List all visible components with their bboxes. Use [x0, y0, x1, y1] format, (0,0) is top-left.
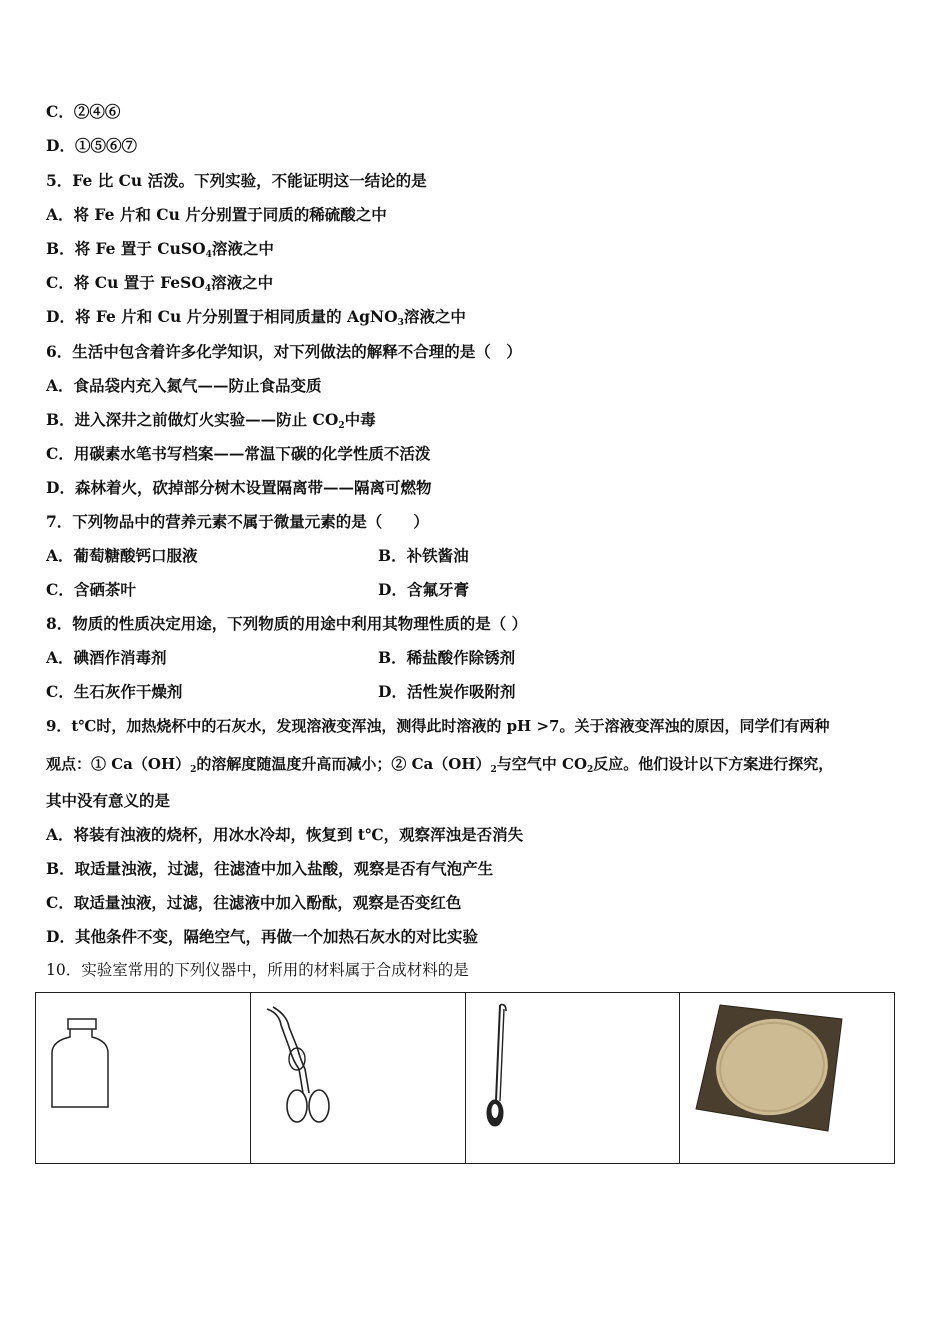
crucible-tongs-icon — [259, 1003, 339, 1133]
question-5: 5．Fe 比 Cu 活泼。下列实验，不能证明这一结论的是 — [46, 171, 427, 190]
q6-option-d: D．森林着火，砍掉部分树木设置隔离带——隔离可燃物 — [46, 478, 432, 497]
q9-t3: 与空气中 CO — [496, 755, 588, 773]
sub-2: 2 — [338, 421, 345, 431]
instrument-table — [35, 992, 895, 1164]
sub-4: 4 — [205, 250, 212, 260]
q6-option-a: A．食品袋内充入氮气——防止食品变质 — [46, 376, 322, 395]
line-c-q4: C．②④⑥ — [46, 102, 121, 121]
question-8: 8．物质的性质决定用途，下列物质的用途中利用其物理性质的是（ ） — [46, 614, 528, 633]
q8-option-d: D．活性炭作吸附剂 — [378, 682, 516, 701]
question-9-line3: 其中没有意义的是 — [46, 791, 171, 810]
asbestos-mesh-icon — [690, 1001, 850, 1136]
q7-option-b: B．补铁酱油 — [378, 546, 469, 565]
q8-option-b: B．稀盐酸作除锈剂 — [378, 648, 516, 667]
sub-2: 2 — [587, 765, 594, 775]
q5-c-text: C．将 Cu 置于 FeSO — [46, 273, 205, 292]
q7-option-c: C．含硒茶叶 — [46, 580, 136, 599]
line-d-q4: D．①⑤⑥⑦ — [46, 136, 137, 155]
q9-option-a: A．将装有浊液的烧杯，用冰水冷却，恢复到 t℃，观察浑浊是否消失 — [46, 825, 524, 844]
q6-b-text: B．进入深井之前做灯火实验——防止 CO — [46, 410, 339, 429]
sub-2: 2 — [190, 765, 197, 775]
q9-t2: 的溶解度随温度升高而减小；② Ca（OH） — [196, 755, 491, 773]
combustion-spoon-icon — [474, 1001, 524, 1141]
reagent-bottle-icon — [48, 1013, 118, 1113]
question-9-line1: 9．t℃时，加热烧杯中的石灰水，发现溶液变浑浊，测得此时溶液的 pH >7。关于溶液变浑浊的原因，同学们有两种 — [46, 717, 830, 735]
q6-option-b — [46, 410, 376, 436]
q6-b-text2: 中毒 — [344, 410, 376, 429]
q7-option-a: A．葡萄糖酸钙口服液 — [46, 546, 198, 565]
q5-b-text: B．将 Fe 置于 CuSO — [46, 239, 206, 258]
q9-option-c: C．取适量浊液，过滤，往滤液中加入酚酞，观察是否变红色 — [46, 893, 462, 912]
q5-b-text2: 溶液之中 — [211, 239, 274, 258]
q5-option-a: A．将 Fe 片和 Cu 片分别置于同质的稀硫酸之中 — [46, 205, 387, 224]
q5-d-text2: 溶液之中 — [403, 307, 466, 326]
q9-option-b: B．取适量浊液，过滤，往滤渣中加入盐酸，观察是否有气泡产生 — [46, 859, 494, 878]
q9-option-d: D．其他条件不变，隔绝空气，再做一个加热石灰水的对比实验 — [46, 927, 478, 946]
question-9-line2 — [46, 754, 833, 780]
q9-t1: 观点：① Ca（OH） — [46, 755, 191, 773]
q5-option-b — [46, 239, 274, 265]
question-10: 10．实验室常用的下列仪器中，所用的材料属于合成材料的是 — [46, 961, 469, 979]
cell-crucible-tongs — [251, 993, 466, 1163]
q5-option-d — [46, 307, 466, 333]
q8-option-c: C．生石灰作干燥剂 — [46, 682, 183, 701]
q6-option-c: C．用碳素水笔书写档案——常温下碳的化学性质不活泼 — [46, 444, 431, 463]
sub-4: 4 — [204, 284, 212, 294]
sub-2: 2 — [490, 765, 497, 775]
q8-option-a: A．碘酒作消毒剂 — [46, 648, 167, 667]
q5-c-text2: 溶液之中 — [211, 273, 274, 292]
sub-3: 3 — [397, 318, 404, 328]
q5-option-c — [46, 273, 273, 299]
cell-asbestos-mesh — [680, 993, 894, 1163]
question-7: 7．下列物品中的营养元素不属于微量元素的是（ ） — [46, 512, 429, 531]
cell-reagent-bottle — [36, 993, 251, 1163]
q7-option-d: D．含氟牙膏 — [378, 580, 469, 599]
question-6: 6．生活中包含着许多化学知识，对下列做法的解释不合理的是（ ） — [46, 342, 522, 361]
q5-d-text: D．将 Fe 片和 Cu 片分别置于相同质量的 AgNO — [46, 307, 398, 326]
q9-t4: 反应。他们设计以下方案进行探究， — [593, 755, 834, 773]
cell-combustion-spoon — [466, 993, 681, 1163]
